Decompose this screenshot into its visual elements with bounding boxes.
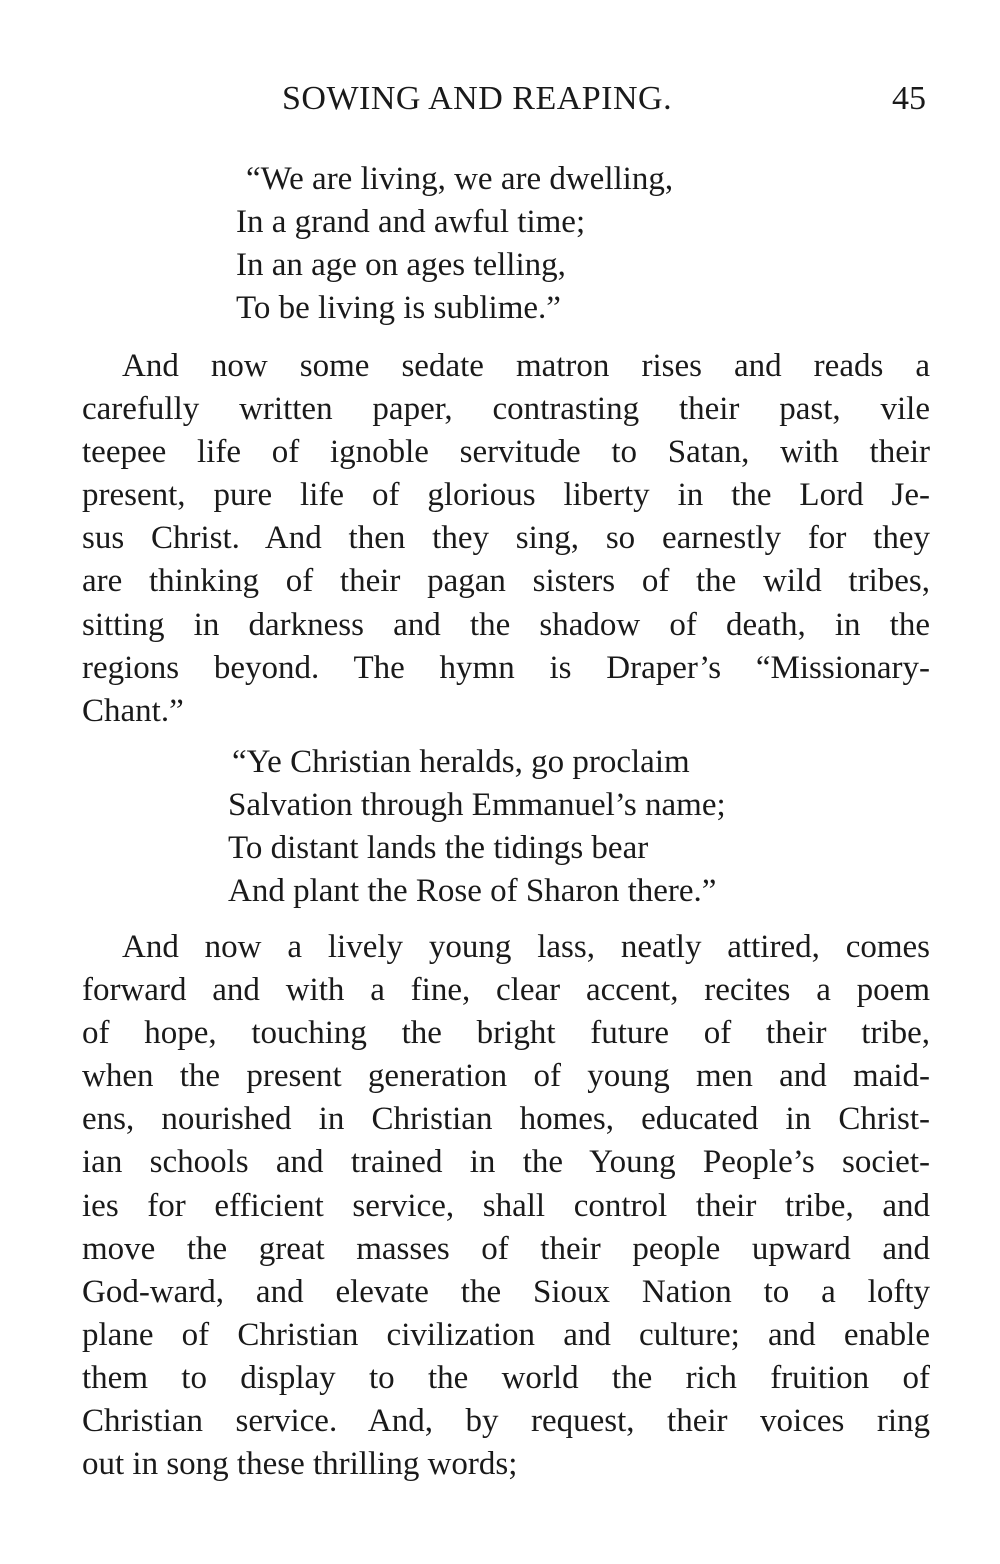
paragraph-line: regions beyond. The hymn is Draper’s “Missionary- (82, 649, 930, 686)
verse-line: Salvation through Emmanuel’s name; (228, 787, 726, 823)
verse-line: In an age on ages telling, (236, 247, 566, 283)
paragraph-line: present, pure life of glorious liberty in the Lord Je- (82, 477, 930, 514)
paragraph-line: move the great masses of their people upward and (82, 1230, 930, 1267)
paragraph-line: sitting in darkness and the shadow of death, in the (82, 606, 930, 643)
paragraph-line: are thinking of their pagan sisters of the wild tribes, (82, 563, 930, 600)
paragraph-line: when the present generation of young men and maid- (82, 1058, 930, 1095)
running-title: SOWING AND REAPING. (282, 80, 673, 117)
paragraph-1 (82, 345, 930, 733)
paragraph-line: of hope, touching the bright future of their tribe, (82, 1015, 930, 1052)
paragraph-line: And now a lively young lass, neatly attired, comes (122, 929, 930, 965)
paragraph-line: carefully written paper, contrasting their past, vile (82, 391, 930, 428)
paragraph-line: Chant.” (82, 692, 184, 729)
paragraph-line: ies for efficient service, shall control their tribe, and (82, 1187, 930, 1224)
paragraph-line: forward and with a fine, clear accent, recites a poem (82, 972, 930, 1009)
paragraph-line: God-ward, and elevate the Sioux Nation to a lofty (82, 1273, 930, 1310)
verse-stanza-1 (236, 158, 673, 330)
verse-stanza-2 (228, 741, 726, 913)
verse-line: To be living is sublime.” (236, 290, 561, 326)
paragraph-line: them to display to the world the rich fruition of (82, 1359, 930, 1396)
verse-line: In a grand and awful time; (236, 204, 586, 240)
paragraph-2 (82, 926, 930, 1486)
verse-line: And plant the Rose of Sharon there.” (228, 873, 717, 909)
paragraph-line: sus Christ. And then they sing, so earnestly for they (82, 520, 930, 557)
verse-line: “We are living, we are dwelling, (246, 161, 674, 197)
page-number: 45 (892, 80, 926, 117)
paragraph-line: teepee life of ignoble servitude to Satan, with their (82, 434, 930, 471)
verse-line: To distant lands the tidings bear (228, 830, 649, 866)
paragraph-line: plane of Christian civilization and culture; and enable (82, 1316, 930, 1353)
paragraph-line: Christian service. And, by request, their voices ring (82, 1403, 930, 1440)
paragraph-line: ens, nourished in Christian homes, educated in Christ- (82, 1101, 930, 1138)
paragraph-line: out in song these thrilling words; (82, 1446, 518, 1483)
verse-line: “Ye Christian heralds, go proclaim (232, 744, 690, 780)
paragraph-line: ian schools and trained in the Young People’s societ- (82, 1144, 930, 1181)
paragraph-line: And now some sedate matron rises and reads a (122, 348, 930, 384)
